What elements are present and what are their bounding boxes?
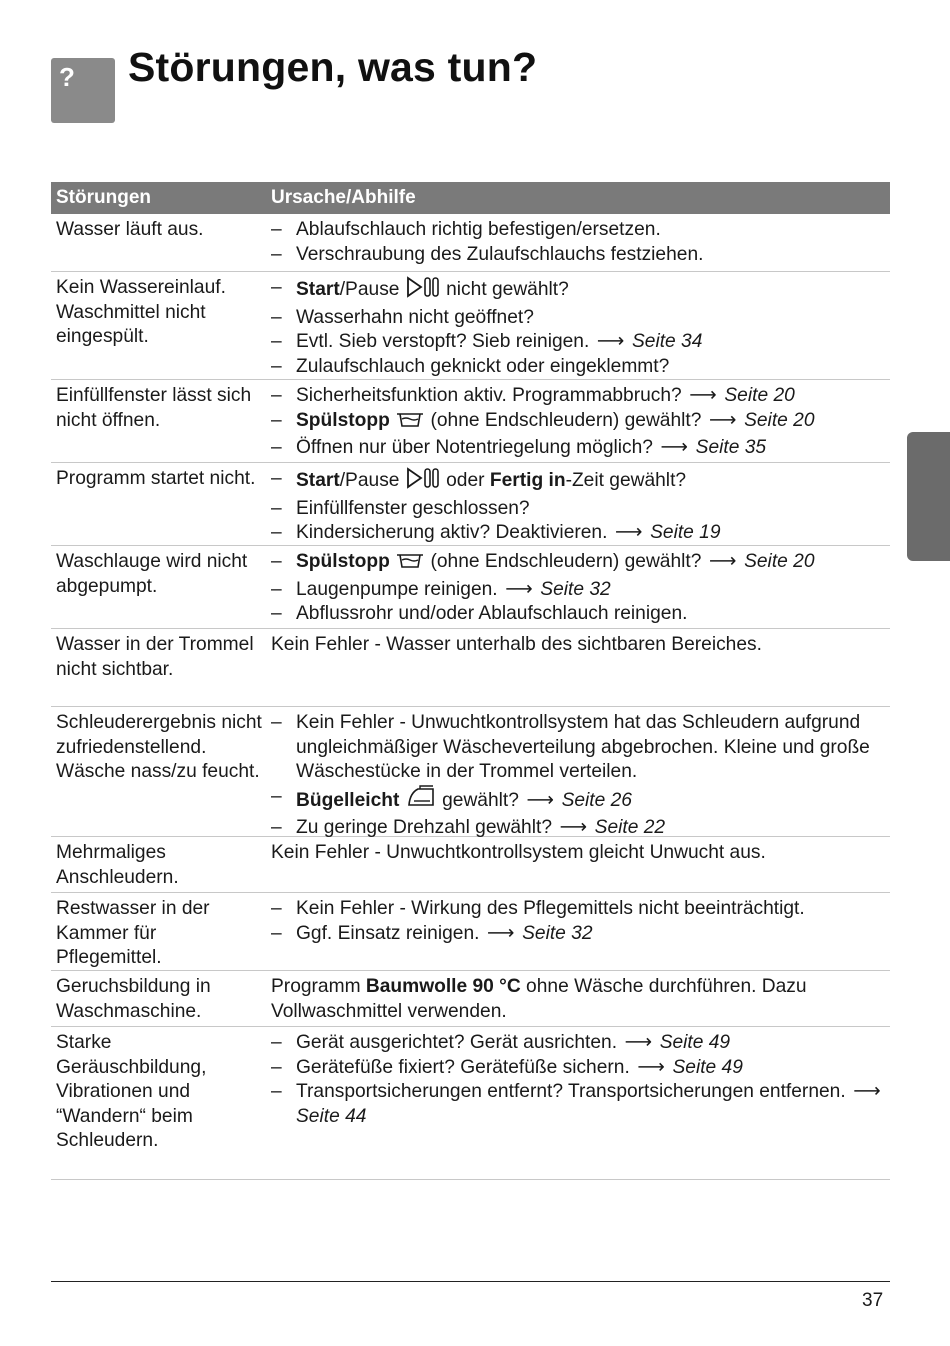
- text-segment: Transportsicherungen entfernt? Transportsicherungen entfernen.: [296, 1081, 851, 1102]
- problem-cell: Wasser läuft aus.: [56, 219, 204, 240]
- remedy-list-item: [271, 711, 890, 785]
- arrow-icon: ⟶: [637, 1056, 665, 1078]
- problem-cell: Restwasser in der Kammer für Pflegemittel.: [56, 898, 210, 968]
- bullet-dash: –: [271, 712, 282, 733]
- remedy-text: [296, 436, 890, 461]
- text-segment: Kein Fehler - Wirkung des Pflegemittels nicht beeinträchtigt.: [296, 898, 805, 919]
- remedy-list-item: [271, 436, 890, 461]
- remedy-cell: [266, 975, 890, 1026]
- remedy-text: [296, 521, 890, 546]
- bullet-dash: –: [271, 385, 282, 406]
- table-row: [51, 971, 890, 1027]
- page-reference: Seite 20: [719, 385, 795, 406]
- page-reference: Seite 44: [296, 1105, 367, 1127]
- rinse-hold-icon: [396, 411, 424, 437]
- bullet-dash: –: [271, 409, 282, 431]
- bullet-dash: –: [271, 1081, 282, 1102]
- arrow-icon: ⟶: [526, 789, 554, 811]
- remedy-text: [296, 602, 890, 627]
- arrow-icon: ⟶: [660, 437, 689, 458]
- page-reference: Seite 34: [626, 331, 703, 352]
- text-segment: /Pause: [339, 470, 405, 491]
- problem-cell: Wasser in der Trommel nicht sichtbar.: [56, 634, 254, 680]
- bullet-dash: –: [271, 522, 282, 543]
- remedy-text: [296, 306, 890, 331]
- text-segment: -Zeit gewählt?: [565, 470, 687, 491]
- arrow-icon: ⟶: [615, 522, 643, 543]
- remedy-text: [296, 1031, 890, 1056]
- text-segment: Gerätefüße fixiert? Gerätefüße sichern.: [296, 1056, 636, 1078]
- problem-cell: Programm startet nicht.: [56, 468, 256, 489]
- table-row: [51, 629, 890, 707]
- table-row: [51, 463, 890, 546]
- text-segment: /Pause: [339, 279, 405, 300]
- arrow-icon: ⟶: [708, 551, 737, 572]
- bullet-dash: –: [271, 817, 282, 838]
- text-segment: Kindersicherung aktiv? Deaktivieren.: [296, 522, 613, 543]
- remedy-text: [296, 922, 890, 947]
- setting-name: Spülstopp: [296, 409, 390, 431]
- arrow-icon: ⟶: [559, 817, 588, 838]
- remedy-cell: [266, 467, 890, 545]
- table-row: [51, 272, 890, 380]
- remedy-paragraph: [271, 633, 890, 658]
- bullet-dash: –: [271, 219, 282, 240]
- page-reference: Seite 20: [738, 409, 815, 431]
- remedy-cell: [266, 633, 890, 706]
- problem-cell: Kein Wassereinlauf. Waschmittel nicht eingespült.: [56, 277, 226, 347]
- table-row: [51, 380, 890, 463]
- remedy-text: [296, 550, 890, 578]
- remedy-text: [296, 816, 890, 841]
- text-segment: Zu geringe Drehzahl gewählt?: [296, 817, 558, 838]
- remedy-text: [296, 243, 890, 268]
- bullet-dash: –: [271, 551, 282, 572]
- help-question-icon: ?: [51, 58, 115, 123]
- text-segment: Öffnen nur über Notentriegelung möglich?: [296, 437, 659, 458]
- table-row: [51, 707, 890, 837]
- iron-icon: [406, 785, 436, 817]
- page-reference: Seite 32: [534, 578, 611, 600]
- text-segment: Einfüllfenster geschlossen?: [296, 497, 530, 519]
- page-reference: Seite 22: [589, 817, 666, 838]
- text-segment: Evtl. Sieb verstopft? Sieb reinigen.: [296, 331, 595, 352]
- problem-cell: Schleuderergebnis nicht zufriedenstellend. Wäsche nass/zu feucht.: [56, 712, 262, 782]
- text-segment: Programm: [271, 976, 366, 997]
- remedy-list-item: [271, 497, 890, 522]
- remedy-list-item: [271, 409, 890, 437]
- problem-cell: Einfüllfenster lässt sich nicht öffnen.: [56, 385, 252, 431]
- remedy-text: [296, 1056, 890, 1081]
- page-reference: Seite 49: [667, 1056, 743, 1078]
- remedy-cell: [266, 276, 890, 379]
- arrow-icon: ⟶: [689, 385, 717, 406]
- bullet-dash: –: [271, 437, 282, 458]
- text-segment: [390, 551, 395, 572]
- remedy-list-item: [271, 521, 890, 546]
- bullet-dash: –: [271, 243, 282, 265]
- remedy-text: [296, 330, 890, 355]
- text-segment: Kein Fehler - Unwuchtkontrollsystem hat das Schleudern aufgrund ungleichmäßiger Wäscheverteilung abgebrochen. Kleine und große Wäschestücke in der Trommel verteilen.: [296, 712, 870, 782]
- bullet-dash: –: [271, 578, 282, 600]
- page-title: Störungen, was tun?: [128, 44, 538, 90]
- text-segment: Verschraubung des Zulaufschlauchs festziehen.: [296, 243, 704, 265]
- remedy-cell: [266, 711, 890, 836]
- text-segment: Ablaufschlauch richtig befestigen/ersetzen.: [296, 219, 661, 240]
- text-segment: Kein Fehler - Wasser unterhalb des sichtbaren Bereiches.: [271, 634, 762, 655]
- text-segment: Wasserhahn nicht geöffnet?: [296, 306, 534, 328]
- remedy-text: [296, 1080, 890, 1129]
- arrow-icon: ⟶: [487, 922, 515, 944]
- footer-rule: [51, 1281, 890, 1282]
- bullet-dash: –: [271, 785, 282, 807]
- arrow-icon: ⟶: [853, 1081, 881, 1102]
- text-segment: (ohne Endschleudern) gewählt?: [425, 409, 707, 431]
- bullet-dash: –: [271, 1032, 282, 1053]
- remedy-list-item: [271, 276, 890, 306]
- bullet-dash: –: [271, 497, 282, 519]
- arrow-icon: ⟶: [596, 331, 625, 352]
- troubleshooting-table: [51, 182, 890, 1180]
- bullet-dash: –: [271, 331, 282, 352]
- page-reference: Seite 20: [738, 551, 815, 572]
- bullet-dash: –: [271, 468, 282, 489]
- text-segment: [390, 410, 395, 431]
- page-reference: Seite 32: [516, 922, 593, 944]
- remedy-list-item: [271, 897, 890, 922]
- page-reference: Seite 49: [654, 1032, 731, 1053]
- bullet-dash: –: [271, 306, 282, 328]
- problem-cell: Waschlauge wird nicht abgepumpt.: [56, 551, 248, 597]
- remedy-list-item: [271, 602, 890, 627]
- bullet-dash: –: [271, 1056, 282, 1078]
- rinse-hold-icon: [396, 552, 424, 578]
- remedy-list-item: [271, 1080, 890, 1129]
- play-pause-icon: [406, 467, 440, 497]
- setting-name: Start: [296, 470, 340, 491]
- arrow-icon: ⟶: [505, 578, 533, 600]
- text-segment: [399, 790, 404, 811]
- text-segment: gewählt?: [436, 789, 525, 811]
- page-number: 37: [862, 1290, 884, 1311]
- remedy-paragraph: [271, 841, 890, 866]
- chapter-side-tab: [907, 432, 950, 561]
- remedy-list-item: [271, 1056, 890, 1081]
- remedy-list-item: [271, 218, 890, 243]
- problem-cell: Starke Geräuschbildung, Vibrationen und “Wandern“ beim Schleudern.: [56, 1032, 207, 1151]
- text-segment: Laugenpumpe reinigen.: [296, 578, 503, 600]
- table-row: [51, 837, 890, 893]
- bullet-dash: –: [271, 277, 282, 298]
- remedy-cell: [266, 841, 890, 892]
- text-segment: ohne Wäsche durchführen. Dazu Vollwaschmittel verwenden.: [271, 976, 807, 1022]
- text-segment: Kein Fehler - Unwuchtkontrollsystem gleicht Unwucht aus.: [271, 842, 766, 863]
- remedy-list-item: [271, 355, 890, 380]
- remedy-list-item: [271, 550, 890, 578]
- bullet-dash: –: [271, 922, 282, 944]
- text-segment: nicht gewählt?: [440, 279, 569, 300]
- remedy-list-item: [271, 922, 890, 947]
- setting-name: Start: [296, 279, 340, 300]
- problem-cell: Geruchsbildung in Waschmaschine.: [56, 976, 211, 1022]
- table-body: [51, 214, 890, 1180]
- bullet-dash: –: [271, 898, 282, 919]
- setting-name: Baumwolle 90 °C: [365, 976, 521, 997]
- page-reference: Seite 19: [644, 522, 721, 543]
- remedy-cell: [266, 384, 890, 462]
- remedy-list-item: [271, 330, 890, 355]
- table-header: [51, 182, 890, 214]
- text-segment: (ohne Endschleudern) gewählt?: [425, 551, 707, 572]
- table-row: [51, 893, 890, 971]
- arrow-icon: ⟶: [708, 409, 737, 431]
- remedy-text: [296, 785, 890, 817]
- remedy-cell: [266, 218, 890, 271]
- table-row: [51, 546, 890, 629]
- table-row: [51, 1027, 890, 1180]
- remedy-cell: [266, 1031, 890, 1179]
- remedy-text: [296, 384, 890, 409]
- remedy-text: [296, 711, 890, 785]
- remedy-text: [296, 467, 890, 497]
- remedy-text: [296, 897, 890, 922]
- remedy-paragraph: [271, 975, 890, 1024]
- remedy-list-item: [271, 384, 890, 409]
- setting-name: Spülstopp: [296, 551, 390, 572]
- remedy-text: [296, 497, 890, 522]
- text-segment: oder: [440, 470, 490, 491]
- remedy-list-item: [271, 306, 890, 331]
- text-segment: Sicherheitsfunktion aktiv. Programmabbruch?: [296, 385, 688, 406]
- table-row: [51, 214, 890, 272]
- remedy-text: [296, 218, 890, 243]
- bullet-dash: –: [271, 355, 282, 377]
- remedy-cell: [266, 897, 890, 970]
- remedy-text: [296, 409, 890, 437]
- bullet-dash: –: [271, 603, 282, 624]
- remedy-list-item: [271, 243, 890, 268]
- column-header-cause-remedy: Ursache/Abhilfe: [271, 186, 416, 208]
- page-reference: Seite 35: [690, 437, 767, 458]
- remedy-list-item: [271, 467, 890, 497]
- text-segment: Ggf. Einsatz reinigen.: [296, 922, 485, 944]
- setting-name: Fertig in: [489, 470, 566, 491]
- remedy-text: [296, 578, 890, 603]
- remedy-list-item: [271, 816, 890, 841]
- problem-cell: Mehrmaliges Anschleudern.: [56, 842, 179, 888]
- remedy-list-item: [271, 578, 890, 603]
- remedy-text: [296, 276, 890, 306]
- remedy-cell: [266, 550, 890, 628]
- remedy-list-item: [271, 785, 890, 817]
- arrow-icon: ⟶: [624, 1032, 653, 1053]
- remedy-text: [296, 355, 890, 380]
- column-header-problems: Störungen: [56, 186, 151, 208]
- text-segment: Abflussrohr und/oder Ablaufschlauch reinigen.: [296, 603, 688, 624]
- play-pause-icon: [406, 276, 440, 306]
- remedy-list-item: [271, 1031, 890, 1056]
- setting-name: Bügelleicht: [296, 789, 400, 811]
- text-segment: Gerät ausgerichtet? Gerät ausrichten.: [296, 1032, 623, 1053]
- text-segment: Zulaufschlauch geknickt oder eingeklemmt?: [296, 355, 670, 377]
- page-reference: Seite 26: [556, 789, 632, 811]
